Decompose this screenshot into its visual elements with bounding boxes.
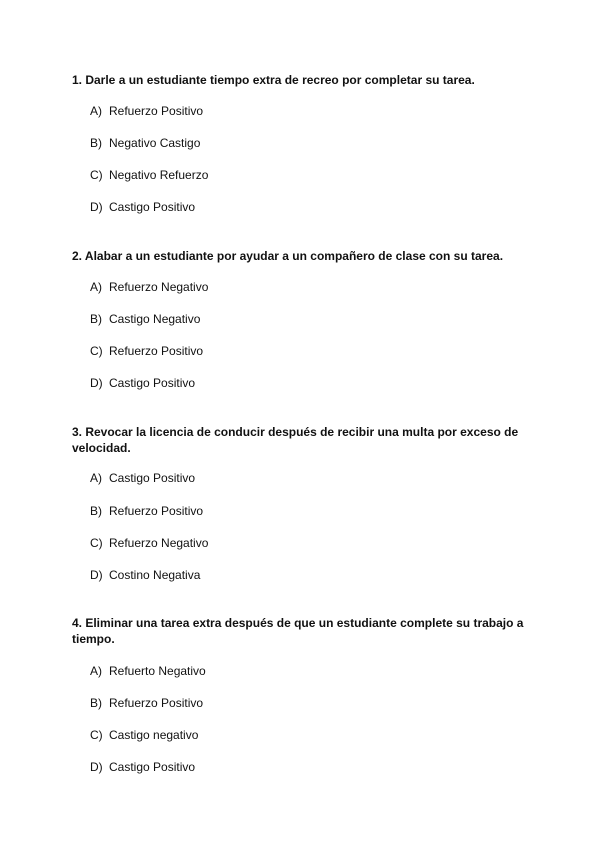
option-letter: B) [90, 504, 102, 518]
option-text: Refuerzo Positivo [109, 504, 204, 518]
option-c [90, 343, 203, 359]
option-text: Refuerzo Negativo [109, 536, 209, 550]
option-b [90, 135, 200, 151]
option-letter: C) [90, 536, 103, 550]
option-c [90, 535, 208, 551]
question-stem: 2. Alabar a un estudiante por ayudar a un compañero de clase con su tarea. [72, 249, 504, 263]
question-3 [72, 424, 532, 582]
option-d [90, 199, 195, 215]
option-b [90, 311, 200, 327]
option-text: Refuerzo Positivo [109, 104, 204, 118]
option-a [90, 663, 206, 679]
option-a [90, 103, 203, 119]
question-2 [72, 248, 532, 390]
question-4 [72, 615, 532, 774]
option-b [90, 503, 203, 519]
option-letter: A) [90, 104, 102, 118]
option-text: Castigo Positivo [109, 760, 196, 774]
option-letter: B) [90, 696, 102, 710]
option-letter: D) [90, 376, 103, 390]
option-letter: A) [90, 280, 102, 294]
option-text: Refuerzo Negativo [109, 280, 209, 294]
option-letter: D) [90, 200, 103, 214]
option-text: Castigo negativo [109, 728, 199, 742]
option-c [90, 167, 208, 183]
option-text: Costino Negativa [109, 568, 201, 582]
option-letter: D) [90, 760, 103, 774]
option-text: Negativo Castigo [109, 136, 201, 150]
question-stem: 1. Darle a un estudiante tiempo extra de recreo por completar su tarea. [72, 73, 475, 87]
option-letter: C) [90, 728, 103, 742]
option-text: Refuerzo Positivo [109, 344, 204, 358]
option-letter: B) [90, 312, 102, 326]
option-a [90, 470, 195, 486]
option-text: Refuerto Negativo [109, 664, 206, 678]
option-letter: A) [90, 471, 102, 485]
option-letter: C) [90, 168, 103, 182]
option-text: Negativo Refuerzo [109, 168, 209, 182]
option-d [90, 375, 195, 391]
option-letter: C) [90, 344, 103, 358]
option-d [90, 759, 195, 775]
option-text: Refuerzo Positivo [109, 696, 204, 710]
option-text: Castigo Positivo [109, 471, 196, 485]
question-stem: 4. Eliminar una tarea extra después de que un estudiante complete su trabajo a tiempo. [72, 616, 524, 646]
option-d [90, 567, 200, 583]
option-text: Castigo Positivo [109, 200, 196, 214]
question-stem: 3. Revocar la licencia de conducir después de recibir una multa por exceso de velocidad. [72, 425, 519, 455]
option-letter: A) [90, 664, 102, 678]
option-text: Castigo Positivo [109, 376, 196, 390]
option-letter: D) [90, 568, 103, 582]
option-c [90, 727, 198, 743]
option-text: Castigo Negativo [109, 312, 201, 326]
option-b [90, 695, 203, 711]
option-a [90, 279, 208, 295]
option-letter: B) [90, 136, 102, 150]
question-1 [72, 72, 532, 214]
